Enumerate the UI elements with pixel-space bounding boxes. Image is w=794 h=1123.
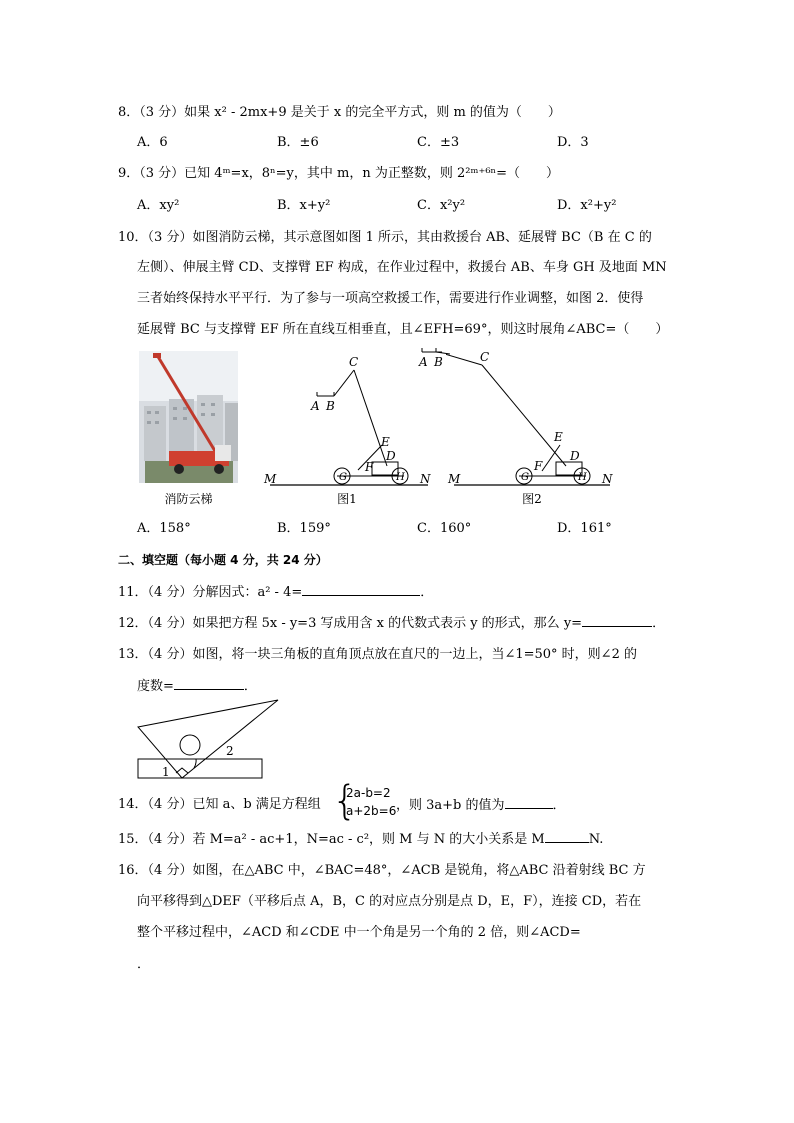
fig2-label-e: E [554, 430, 563, 444]
fig2-label-a: A [419, 355, 428, 369]
fig1-label-f: F [365, 460, 374, 474]
q13-angle-1-label: 1 [162, 765, 170, 779]
q16-line-3: 整个平移过程中，∠ACD 和∠CDE 中一个角是另一个角的 2 倍，则∠ACD= [137, 925, 581, 940]
q8-options [137, 133, 697, 153]
q10-line-1: 10．（3 分）如图消防云梯，其示意图如图 1 所示，其由救援台 AB、延展臂 BC（B 在 C 的 [118, 230, 652, 245]
q16-line-1: 16．（4 分）如图，在△ABC 中，∠BAC=48°，∠ACB 是锐角，将△ABC 沿着射线 BC 方 [118, 863, 646, 878]
fig1-label-m: M [264, 472, 277, 486]
q10-option-b: B．159° [277, 521, 331, 536]
fig2-label-c: C [480, 350, 490, 364]
q8-option-a: A．6 [137, 135, 168, 150]
q8-option-d: D．3 [557, 135, 589, 150]
fig1-label-d: D [386, 449, 396, 463]
q14-eq-1: 2a-b=2 [346, 786, 391, 800]
q13-line-1: 13．（4 分）如图，将一块三角板的直角顶点放在直尺的一边上，当∠1=50° 时，则∠2 的 [118, 647, 637, 662]
fig2-label-f: F [534, 459, 543, 473]
q16-line-4: ． [137, 957, 151, 972]
q8-option-b: B．±6 [277, 135, 319, 150]
fig1-label-g: G [339, 472, 347, 483]
photo-caption: 消防云梯 [164, 492, 213, 506]
fig1-label-e: E [381, 435, 390, 449]
q9-option-c: C．x²y² [417, 198, 466, 213]
q15-pre: 15．（4 分）若 M=a² - ac+1，N=ac - c²，则 M 与 N 的大小关系是 M [118, 832, 545, 847]
q16-line-2: 向平移得到△DEF（平移后点 A，B，C 的对应点分别是点 D，E，F），连接 CD，若在 [137, 894, 642, 909]
q9-options [137, 196, 697, 216]
q11 [118, 582, 676, 603]
q14-brace: { [332, 778, 358, 824]
q10-option-c: C．160° [417, 521, 472, 536]
q14-end: ． [552, 798, 566, 813]
fig1-label-a: A [311, 399, 320, 413]
q9-option-a: A．xy² [137, 198, 180, 213]
fig2-label-h: H [578, 472, 587, 483]
fig1-label-c: C [349, 355, 359, 369]
q13-text-2: 度数= [137, 679, 174, 694]
fig2-label-g: G [521, 472, 529, 483]
q14-answer-blank[interactable] [505, 795, 553, 809]
q14-eq-2: a+2b=6 [346, 804, 397, 818]
q13-line-2 [137, 676, 676, 697]
q12-answer-blank[interactable] [582, 613, 652, 627]
q10-line-3: 三者始终保持水平平行．为了参与一项高空救援工作，需要进行作业调整，如图 2．使得 [137, 291, 644, 306]
q10-line-2: 左侧）、伸展主臂 CD、支撑臂 EF 构成，在作业过程中，救援台 AB、车身 GH 及地面 MN [137, 260, 667, 275]
q14-pre: 14．（4 分）已知 a、b 满足方程组 [118, 797, 321, 812]
q14-post: ，则 3a+b 的值为 [396, 798, 505, 813]
q13-figure [136, 697, 281, 782]
q15 [118, 829, 676, 850]
fig2-label-m: M [448, 472, 461, 486]
q10-line-4: 延展臂 BC 与支撑臂 EF 所在直线互相垂直，且∠EFH=69°，则这时展角∠ABC=（ ） [137, 322, 669, 337]
q11-end: ． [420, 585, 434, 600]
q14-system [346, 784, 396, 820]
q9-option-d: D．x²+y² [557, 198, 617, 213]
fig1-label-h: H [396, 472, 405, 483]
q11-text: 11．（4 分）分解因式：a² - 4= [118, 585, 303, 600]
q12-end: ． [652, 616, 666, 631]
q12 [118, 613, 676, 634]
fig1-label-b: B [326, 399, 335, 413]
q8-stem: 8．（3 分）如果 x² - 2mx+9 是关于 x 的完全平方式，则 m 的值为（ ） [118, 105, 561, 120]
q10-option-d: D．161° [557, 521, 612, 536]
q14-tail [396, 795, 566, 816]
q8-option-c: C．±3 [417, 135, 460, 150]
q13-angle-2-label: 2 [226, 744, 234, 758]
q13-end: ． [243, 679, 257, 694]
q15-answer-blank[interactable] [545, 829, 589, 843]
q9-option-b: B．x+y² [277, 198, 331, 213]
section-2-heading: 二、填空题（每小题 4 分，共 24 分） [118, 553, 328, 567]
q10-option-a: A．158° [137, 521, 191, 536]
fig2-label-n: N [602, 472, 613, 486]
q9-stem: 9．（3 分）已知 4ᵐ=x，8ⁿ=y，其中 m，n 为正整数，则 2²ᵐ⁺⁶ⁿ=（ ） [118, 166, 560, 181]
figure-2-ab [416, 345, 450, 369]
fig2-label-b: B [434, 355, 443, 369]
q11-answer-blank[interactable] [302, 582, 420, 596]
fire-ladder-photo [139, 351, 238, 483]
fig1-label-n: N [420, 472, 431, 486]
fig2-caption: 图2 [522, 492, 542, 506]
q13-answer-blank[interactable] [174, 676, 244, 690]
q15-end: N. [588, 832, 604, 847]
fig2-label-d: D [570, 449, 580, 463]
q10-options [137, 519, 697, 539]
figure-1 [262, 352, 434, 492]
figure-2 [446, 345, 616, 492]
q12-text: 12．（4 分）如果把方程 5x - y=3 写成用含 x 的代数式表示 y 的形式，那么 y= [118, 616, 583, 631]
fig1-caption: 图1 [337, 492, 357, 506]
